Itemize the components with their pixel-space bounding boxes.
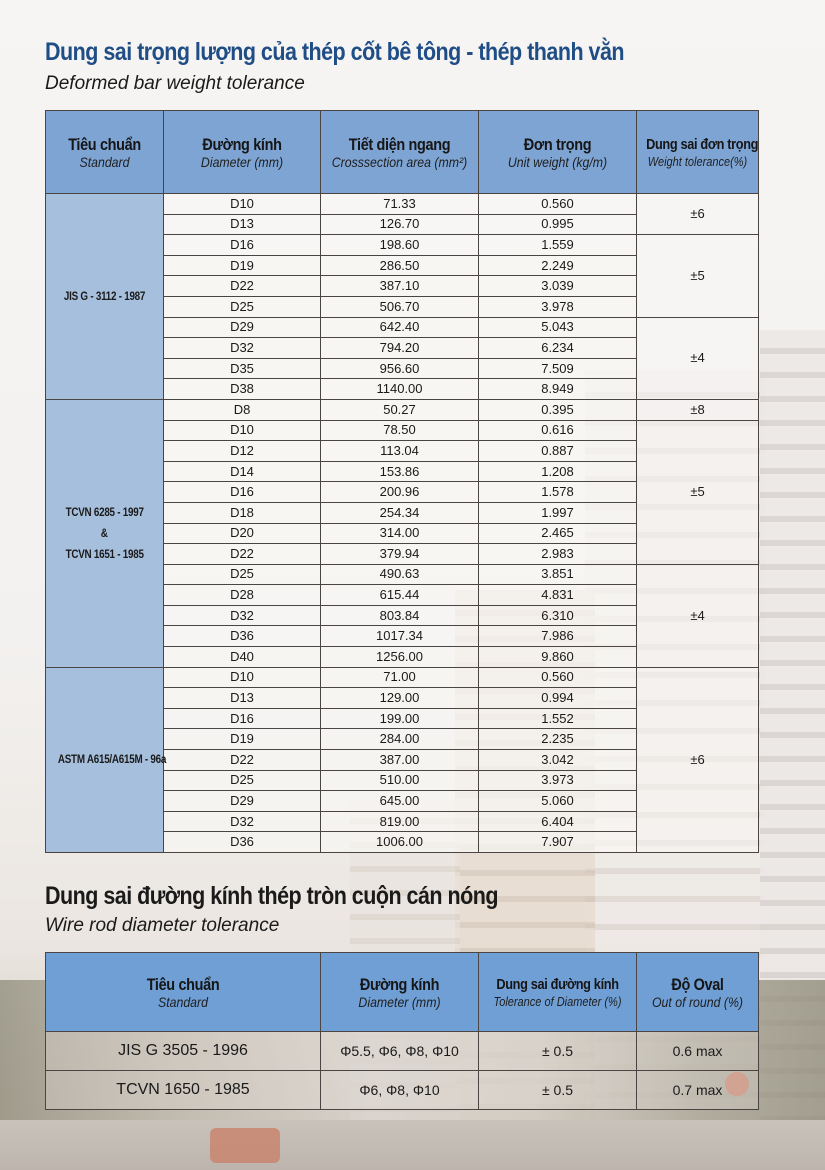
weight-tolerance-cell: ±6 [637,194,759,235]
header-out-of-round: Độ Oval Out of round (%) [637,953,759,1032]
weight-cell: 3.978 [479,296,637,317]
weight-cell: 8.949 [479,379,637,400]
area-cell: 129.00 [321,688,479,709]
diameter-cell: D25 [164,296,321,317]
header-diameter: Đường kính Diameter (mm) [321,953,479,1032]
weight-cell: 0.395 [479,399,637,420]
diameter-cell: D32 [164,811,321,832]
weight-cell: 4.831 [479,585,637,606]
header-diameter-tolerance: Dung sai đường kính Tolerance of Diameter (%) [479,953,637,1032]
area-cell: 794.20 [321,338,479,359]
diameter-cell: D13 [164,214,321,235]
area-cell: 803.84 [321,605,479,626]
header-weight-tolerance: Dung sai đơn trọng Weight tolerance(%) [637,111,759,194]
area-cell: 387.10 [321,276,479,297]
diameter-cell: D10 [164,420,321,441]
area-cell: 113.04 [321,441,479,462]
weight-cell: 0.560 [479,667,637,688]
table-row [46,194,759,215]
standard-cell [46,194,164,400]
diameter-cell: D20 [164,523,321,544]
weight-cell: 7.509 [479,358,637,379]
weight-cell: 6.310 [479,605,637,626]
oval-cell: 0.7 max [637,1071,759,1110]
area-cell: 645.00 [321,791,479,812]
weight-cell: 1.997 [479,502,637,523]
header-unit-weight: Đơn trọng Unit weight (kg/m) [479,111,637,194]
diameter-cell: D25 [164,564,321,585]
standard-cell [46,399,164,667]
diameter-cell: D8 [164,399,321,420]
diameter-cell: D32 [164,338,321,359]
table-row [46,1071,759,1110]
weight-cell: 3.039 [479,276,637,297]
diameter-cell: D36 [164,832,321,853]
area-cell: 50.27 [321,399,479,420]
area-cell: 314.00 [321,523,479,544]
standard-cell: JIS G 3505 - 1996 [46,1032,321,1071]
diameter-cell: D29 [164,791,321,812]
area-cell: 379.94 [321,544,479,565]
weight-cell: 2.983 [479,544,637,565]
diameter-cell: D22 [164,544,321,565]
weight-cell: 7.986 [479,626,637,647]
weight-cell: 1.578 [479,482,637,503]
weight-cell: 0.887 [479,441,637,462]
area-cell: 153.86 [321,461,479,482]
weight-cell: 5.060 [479,791,637,812]
diameter-cell: D19 [164,729,321,750]
area-cell: 506.70 [321,296,479,317]
table-row [46,1032,759,1071]
weight-tolerance-cell: ±5 [637,420,759,564]
area-cell: 1256.00 [321,647,479,668]
diameter-cell: D10 [164,194,321,215]
standard-line: TCVN 1651 - 1985 [65,546,144,561]
standard-line: JIS G - 3112 - 1987 [63,288,146,303]
weight-cell: 1.559 [479,235,637,256]
weight-tolerance-cell: ±5 [637,235,759,317]
weight-cell: 9.860 [479,647,637,668]
weight-cell: 1.552 [479,708,637,729]
area-cell: 819.00 [321,811,479,832]
diameter-cell: D29 [164,317,321,338]
weight-tolerance-cell: ±4 [637,317,759,399]
wire-rod-diameter-table [45,952,759,1110]
area-cell: 126.70 [321,214,479,235]
area-cell: 642.40 [321,317,479,338]
section1-subtitle: Deformed bar weight tolerance [45,73,305,94]
section2-subtitle: Wire rod diameter tolerance [45,915,280,936]
area-cell: 1006.00 [321,832,479,853]
weight-cell: 2.249 [479,255,637,276]
diameter-cell: D16 [164,482,321,503]
area-cell: 71.00 [321,667,479,688]
tolerance-cell: ± 0.5 [479,1032,637,1071]
weight-cell: 0.994 [479,688,637,709]
diameter-cell: D10 [164,667,321,688]
diameter-cell: D22 [164,276,321,297]
tolerance-cell: ± 0.5 [479,1071,637,1110]
weight-cell: 3.973 [479,770,637,791]
standard-cell: TCVN 1650 - 1985 [46,1071,321,1110]
deformed-bar-weight-table [45,110,759,853]
weight-cell: 0.995 [479,214,637,235]
area-cell: 286.50 [321,255,479,276]
diameter-cell: D12 [164,441,321,462]
standard-cell [46,667,167,852]
weight-cell: 3.851 [479,564,637,585]
area-cell: 254.34 [321,502,479,523]
area-cell: 490.63 [321,564,479,585]
area-cell: 387.00 [321,750,479,771]
standard-line: ASTM A615/A615M - 96a [57,752,167,767]
weight-cell: 0.616 [479,420,637,441]
area-cell: 199.00 [321,708,479,729]
diameter-cell: Φ6, Φ8, Φ10 [321,1071,479,1110]
area-cell: 956.60 [321,358,479,379]
table-header-row [46,953,759,1032]
diameter-cell: D16 [164,235,321,256]
area-cell: 510.00 [321,770,479,791]
diameter-cell: Φ5.5, Φ6, Φ8, Φ10 [321,1032,479,1071]
diameter-cell: D25 [164,770,321,791]
diameter-cell: D28 [164,585,321,606]
area-cell: 200.96 [321,482,479,503]
diameter-cell: D18 [164,502,321,523]
table-row [46,667,759,688]
weight-cell: 7.907 [479,832,637,853]
diameter-cell: D13 [164,688,321,709]
section2-title: Dung sai đường kính thép tròn cuộn cán nóng [45,882,498,910]
header-standard: Tiêu chuẩn Standard [46,953,321,1032]
area-cell: 1140.00 [321,379,479,400]
weight-cell: 2.235 [479,729,637,750]
header-standard: Tiêu chuẩn Standard [46,111,164,194]
weight-cell: 2.465 [479,523,637,544]
weight-cell: 1.208 [479,461,637,482]
area-cell: 71.33 [321,194,479,215]
weight-cell: 6.234 [479,338,637,359]
diameter-cell: D36 [164,626,321,647]
table-header-row [46,111,759,194]
area-cell: 284.00 [321,729,479,750]
area-cell: 615.44 [321,585,479,606]
diameter-cell: D19 [164,255,321,276]
diameter-cell: D16 [164,708,321,729]
diameter-cell: D32 [164,605,321,626]
standard-line: TCVN 6285 - 1997 [65,504,144,519]
standard-line: & [101,525,108,540]
diameter-cell: D40 [164,647,321,668]
weight-cell: 0.560 [479,194,637,215]
weight-tolerance-cell: ±4 [637,564,759,667]
weight-cell: 6.404 [479,811,637,832]
diameter-cell: D35 [164,358,321,379]
oval-cell: 0.6 max [637,1032,759,1071]
table-row [46,399,759,420]
area-cell: 78.50 [321,420,479,441]
section1-title: Dung sai trọng lượng của thép cốt bê tông - thép thanh vằn [45,38,625,66]
diameter-cell: D22 [164,750,321,771]
diameter-cell: D38 [164,379,321,400]
weight-cell: 5.043 [479,317,637,338]
weight-tolerance-cell: ±8 [637,399,759,420]
area-cell: 1017.34 [321,626,479,647]
weight-cell: 3.042 [479,750,637,771]
header-cross-section: Tiết diện ngang Crosssection area (mm²) [321,111,479,194]
weight-tolerance-cell: ±6 [637,667,759,852]
header-diameter: Đường kính Diameter (mm) [164,111,321,194]
diameter-cell: D14 [164,461,321,482]
area-cell: 198.60 [321,235,479,256]
